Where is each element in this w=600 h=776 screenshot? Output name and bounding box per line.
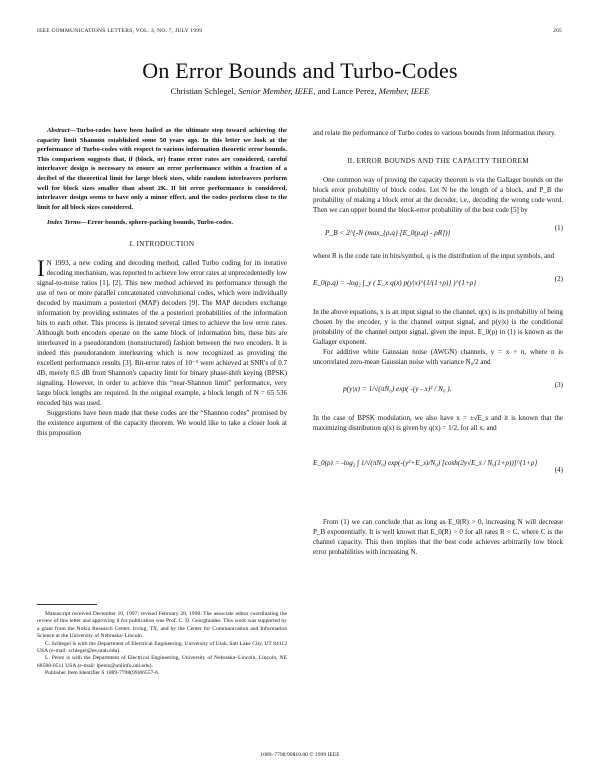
intro-text: N 1993, a new coding and decoding method, called Turbo coding for its iterative decoding mechanism, was reported to achieve low error rates at unprecedentedly low signal-to-noise ratios [1], [2]. This new method achieved its performance through the use of two or more parallel concatenated convolutional codes, which were individually decoded by maximum a posteriori (MAP) decoders [9]. The MAP decoders exchange information by providing estimates of the a posteriori probabilities of the information bits to each other. This process is iterated several times to achieve the low error rates. Although both encoders operate on the same block of information bits, these bits are interleaved in a pseudorandom (nonstructured) fashion between the two encoders. It is indeed this pseudorandom interleaving which is now recognized as providing the excellent performance results [3]. Bit-error rates of 10⁻⁵ were achieved at SNR's of 0.7 dB, merely 0.5 dB from Shannon's capacity limit for binary phase-shift keying (BPSK) signaling. However, in order to achieve this “near-Shannon limit” performance, very large block lengths are required. In the original example, a block length of N = 65 536 encoded bits was used.: [37, 258, 287, 407]
author-name: Christian Schlegel,: [170, 86, 237, 96]
copyright-footer: 1089–7798/99$10.00 © 1999 IEEE: [260, 752, 340, 758]
equation-number: (3): [554, 381, 563, 389]
paragraph: For additive white Gaussian noise (AWGN) channels, y = x + n, where n is uncorrelated zero-mean Gaussian noise with variance N₀/2 and: [313, 348, 563, 366]
paragraph: In the above equations, x is an input signal to the channel, q(x) is its probability of being chosen by the encoder, y is the channel output signal, and p(y|x) is the conditional probability of the channel output signal, given the input. E_0(ρ) in (1) is known as the Gallager exponent.: [313, 308, 563, 346]
equation-3: [313, 373, 563, 407]
drop-cap: I: [37, 255, 45, 281]
paper-title: On Error Bounds and Turbo-Codes: [142, 58, 458, 83]
footnote-affiliation: C. Schlegel is with the Department of Electrical Engineering, University of Utah, Salt Lake City, UT 84112 USA (e-mail: schlegel@ee.utah.edu).: [37, 640, 287, 655]
paragraph: In the case of BPSK modulation, we also have x = ±√E_s and it is known that the maximizing distribution q(x) is given by q(x) = 1/2, for all x, and: [313, 414, 563, 432]
intro-paragraph: [37, 255, 287, 408]
equation-number: (1): [554, 224, 563, 232]
equation-2: [313, 267, 563, 301]
index-terms-lead: Index Terms: [47, 219, 81, 227]
equation-text: E_0(ρ,q) = -log₂ ∫_y ( Σ_x q(x) p(y|x)^{1/(1+ρ)} )^{1+ρ}: [313, 279, 477, 287]
author-role: Member, IEEE: [378, 86, 430, 96]
index-terms-text: —Error bounds, sphere-packing bounds, Turbo-codes.: [80, 219, 234, 227]
author-role: Senior Member, IEEE,: [238, 86, 316, 96]
equation-text: E_0(ρ) = -log₂ ∫ 1/√(πN₀) exp(-(y²+E_s)/N₀) [cosh(2y√E_s / N₀(1+ρ))]^{1+ρ}: [313, 459, 538, 467]
section-heading: I. INTRODUCTION: [129, 239, 195, 248]
footnotes: [37, 611, 287, 678]
equation-4: [313, 439, 563, 511]
paragraph: One common way of proving the capacity theorem is via the Gallager bounds on the block error probability of block codes. Let N be the length of a block, and P_B the probability of making a block error at the decoder, i.e., decoding the wrong code word. Then we can upper bound the block-error probability of the best code [5] by: [313, 176, 563, 214]
equation-number: (4): [554, 466, 563, 474]
paragraph: and relate the performance of Turbo codes to various bounds from information theory.: [313, 129, 556, 137]
page-number: 205: [553, 28, 562, 34]
index-terms: [37, 218, 287, 228]
abstract: [37, 126, 287, 212]
paragraph: where R is the code rate in bits/symbol, q is the distribution of the input symbols, and: [313, 252, 555, 260]
footnote-manuscript: Manuscript received December 10, 1997; revised February 28, 1998. The associate editor coordinating the review of this letter and approving it for publication was Prof. C. D. Georghiades. This work was supported by a grant from the Nokia Research Center, Irving, TX, and by the Center for Communication and Information Science at the University of Nebraska–Lincoln.: [37, 611, 287, 640]
intro-paragraph-2: Suggestions have been made that these codes are the “Shannon codes” promised by the existence argument of the capacity theorem. We would like to take a closer look at this proposition: [37, 408, 287, 437]
section-heading: II. ERROR BOUNDS AND THE CAPACITY THEOREM: [347, 157, 529, 165]
equation-number: (2): [554, 275, 563, 283]
author-line: [0, 86, 600, 96]
equation-1: [313, 221, 563, 245]
footnote-rule: [37, 604, 97, 605]
left-column: [37, 126, 287, 438]
author-name: Lance Perez,: [332, 86, 377, 96]
abstract-lead: Abstract—: [47, 127, 77, 134]
abstract-text: Turbo-codes have been hailed as the ultimate step toward achieving the capacity limit Shannon established some 50 years ago. In this letter we look at the performance of Turbo-codes with respect to various information theoretic error bounds. This comparison suggests that, if (block, or) frame error rates are considered, careful interleaver design is necessary to ensure an error performance within a fraction of a decibel of the theoretical limit for large block sizes, while random interleavers perform well for block sizes smaller than about 2K. If bit error performance is considered, interleaver design seems to have only a minor effect, and the codes perform close to the limit for all block sizes considered.: [37, 127, 287, 211]
right-column: [313, 128, 563, 557]
footnote-identifier: Publisher Item Identifier S 1089-7798(99)06557-6.: [45, 670, 160, 677]
equation-text: P_B < 2^{-N (max_{ρ,q} [E_0(ρ,q) - ρR])}: [325, 228, 451, 237]
running-header: IEEE COMMUNICATIONS LETTERS, VOL. 3, NO. 7, JULY 1999: [37, 28, 203, 34]
paragraph: From (1) we can conclude that as long as E_0(R) > 0, increasing N will decrease P_B exponentially. It is well known that E_0(R) > 0 for all rates R < C, where C is the channel capacity. This then implies that the best code achieves arbitrarily low block error probabilities with increasing N.: [313, 518, 563, 556]
footnote-affiliation: L. Perez is with the Department of Electrical Engineering, University of Nebraska–Lincoln, Lincoln, NE 68588-0511 USA (e-mail: lperez@unlinfo.unl.edu).: [37, 655, 287, 669]
equation-text: p(y|x) = 1/√(πN₀) exp( -(y - x)² / N₀ ).: [343, 384, 452, 393]
author-conjunction: and: [317, 86, 331, 96]
